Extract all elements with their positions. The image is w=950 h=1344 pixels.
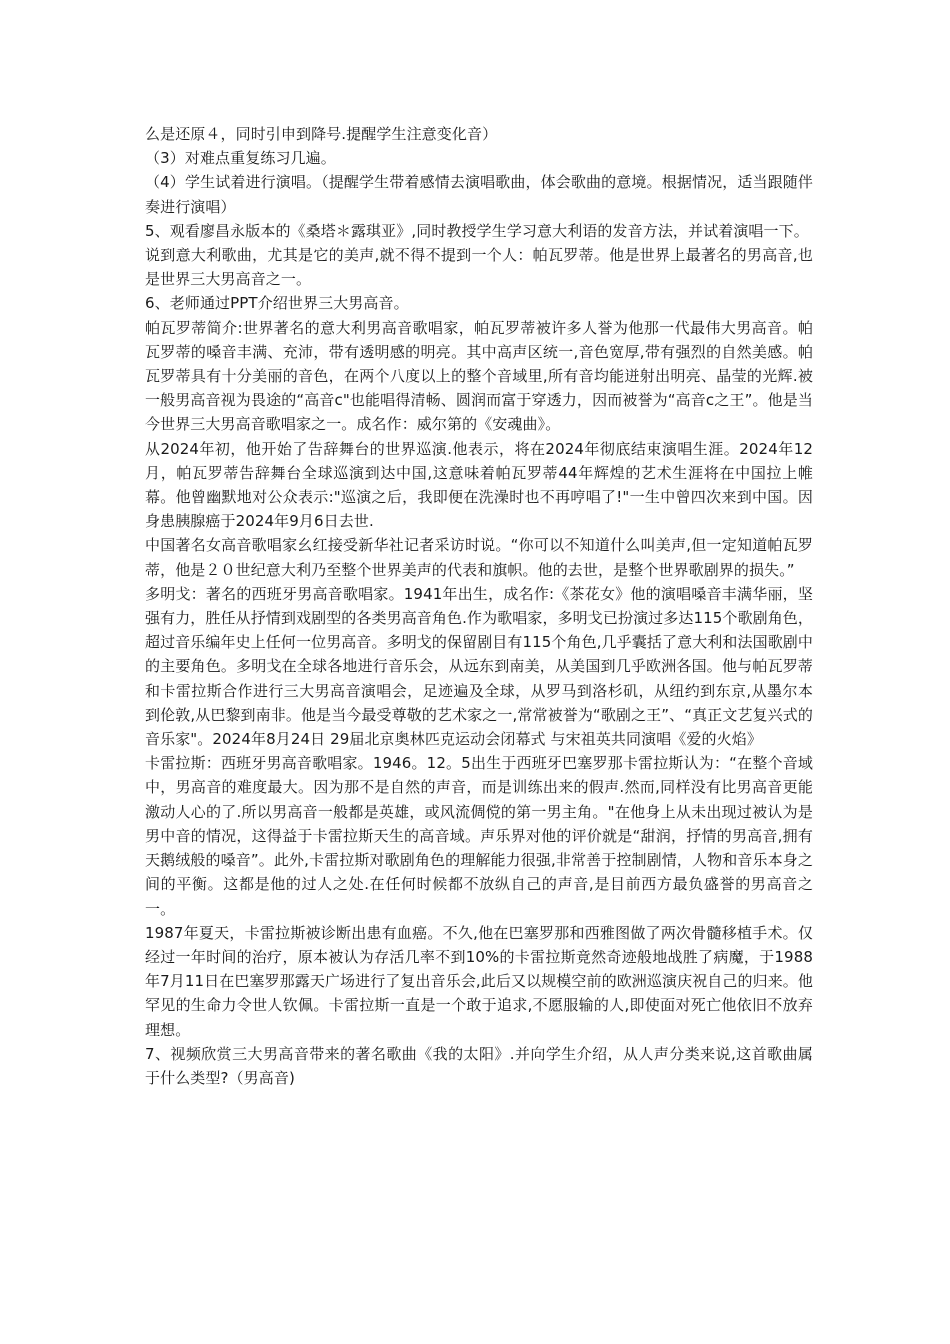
paragraph-5: 说到意大利歌曲，尤其是它的美声,就不得不提到一个人：帕瓦罗蒂。他是世界上最著名的男高音,也是世界三大男高音之一。 — [145, 246, 813, 289]
paragraph-13: 7、视频欣赏三大男高音带来的著名歌曲《我的太阳》.并向学生介绍，从人声分类来说,这首歌曲属于什么类型?（男高音) — [145, 1044, 813, 1087]
paragraph-3: （4）学生试着进行演唱。（提醒学生带着感情去演唱歌曲，体会歌曲的意境。根据情况，适当跟随伴奏进行演唱） — [145, 173, 813, 216]
paragraph-9: 中国著名女高音歌唱家幺红接受新华社记者采访时说。“你可以不知道什么叫美声,但一定知道帕瓦罗蒂，他是２０世纪意大利乃至整个世界美声的代表和旗帜。他的去世，是整个世界歌剧界的损失。” — [145, 536, 813, 579]
paragraph-12: 1987年夏天，卡雷拉斯被诊断出患有血癌。不久,他在巴塞罗那和西雅图做了两次骨髓移植手术。仅经过一年时间的治疗，原本被认为存活几率不到10%的卡雷拉斯竟然奇迹般地战胜了病魔，于1988年7月11日在巴塞罗那露天广场进行了复出音乐会,此后又以规模空前的欧洲巡演庆祝自己的归来。他罕见的生命力令世人钦佩。卡雷拉斯一直是一个敢于追求,不愿服输的人,即使面对死亡他依旧不放弃理想。 — [145, 923, 814, 1039]
paragraph-6: 6、老师通过PPT介绍世界三大男高音。 — [145, 294, 409, 313]
paragraph-4: 5、观看廖昌永版本的《桑塔＊露琪亚》,同时教授学生学习意大利语的发音方法，并试着演唱一下。 — [145, 221, 809, 240]
document-page — [145, 122, 813, 1090]
paragraph-1: 么是还原４，同时引申到降号.提醒学生注意变化音） — [145, 125, 498, 143]
paragraph-10: 多明戈：著名的西班牙男高音歌唱家。1941年出生，成名作:《茶花女》他的演唱嗓音丰满华丽，坚强有力，胜任从抒情到戏剧型的各类男高音角色.作为歌唱家，多明戈已扮演过多达115个歌剧角色，超过音乐编年史上任何一位男高音。多明戈的保留剧目有115个角色,几乎囊括了意大利和法国歌剧中的主要角色。多明戈在全球各地进行音乐会，从远东到南美，从美国到几乎欧洲各国。他与帕瓦罗蒂和卡雷拉斯合作进行三大男高音演唱会，足迹遍及全球，从罗马到洛杉矶，从纽约到东京,从墨尔本到伦敦,从巴黎到南非。他是当今最受尊敬的艺术家之一,常常被誉为“歌剧之王”、“真正文艺复兴式的音乐家"。2024年8月24日 29届北京奥林匹克运动会闭幕式 与宋祖英共同演唱《爱的火焰》 — [145, 584, 814, 749]
paragraph-7: 帕瓦罗蒂简介:世界著名的意大利男高音歌唱家，帕瓦罗蒂被许多人誉为他那一代最伟大男高音。帕瓦罗蒂的嗓音丰满、充沛，带有透明感的明亮。其中高声区统一,音色宽厚,带有强烈的自然美感。帕瓦罗蒂具有十分美丽的音色，在两个八度以上的整个音域里,所有音均能迸射出明亮、晶莹的光辉.被一般男高音视为畏途的“高音c"也能唱得清畅、圆润而富于穿透力，因而被誉为“高音c之王”。他是当今世界三大男高音歌唱家之一。成名作：威尔第的《安魂曲》。 — [145, 318, 813, 434]
paragraph-11: 卡雷拉斯：西班牙男高音歌唱家。1946。12。5出生于西班牙巴塞罗那卡雷拉斯认为：“在整个音域中，男高音的难度最大。因为那不是自然的声音，而是训练出来的假声.然而,同样没有比男高音更能激动人心的了.所以男高音一般都是英雄，或风流倜傥的第一男主角。"在他身上从未出现过被认为是男中音的情况，这得益于卡雷拉斯天生的高音域。声乐界对他的评价就是“甜润，抒情的男高音,拥有天鹅绒般的嗓音”。此外,卡雷拉斯对歌剧角色的理解能力很强,非常善于控制剧情，人物和音乐本身之间的平衡。这都是他的过人之处.在任何时候都不放纵自己的声音,是目前西方最负盛誉的男高音之一。 — [145, 754, 813, 918]
paragraph-8: 从2024年初，他开始了告辞舞台的世界巡演.他表示，将在2024年彻底结束演唱生涯。2024年12月，帕瓦罗蒂告辞舞台全球巡演到达中国,这意味着帕瓦罗蒂44年辉煌的艺术生涯将在中国拉上帷幕。他曾幽默地对公众表示:"巡演之后，我即便在洗澡时也不再哼唱了!"一生中曾四次来到中国。因身患胰腺癌于2024年9月6日去世. — [145, 439, 813, 531]
paragraph-2: （3）对难点重复练习几遍。 — [145, 149, 336, 168]
